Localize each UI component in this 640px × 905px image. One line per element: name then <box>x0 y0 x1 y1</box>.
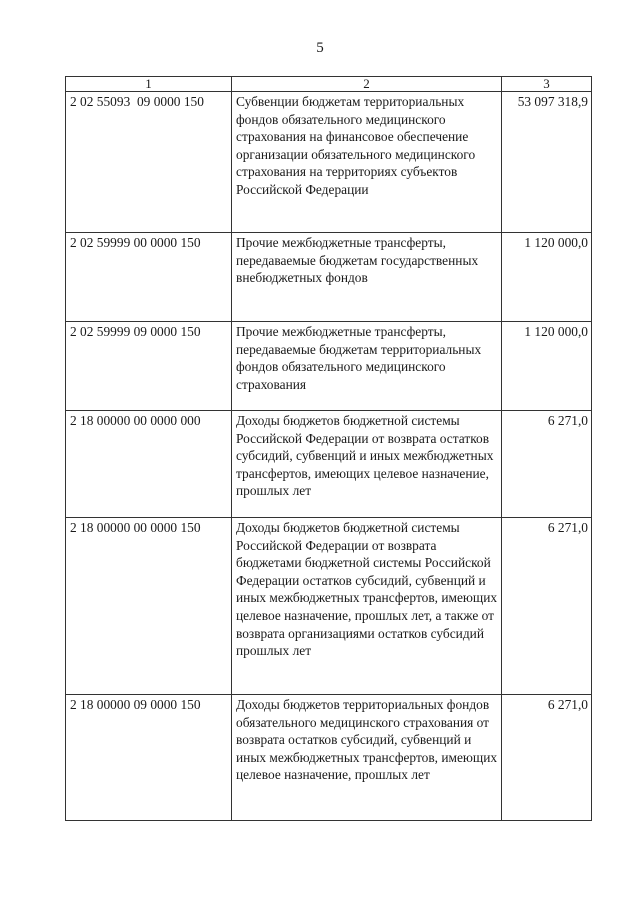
budget-amount: 1 120 000,0 <box>502 233 592 322</box>
table-row <box>66 695 592 821</box>
budget-code: 2 18 00000 09 0000 150 <box>66 695 232 821</box>
budget-description: Субвенции бюджетам территориальных фондов обязательного медицинского страхования на финансовое обеспечение организации обязательного медицинского страхования на территориях субъектов Российской Федерации <box>232 92 502 233</box>
budget-amount: 6 271,0 <box>502 518 592 695</box>
budget-amount: 1 120 000,0 <box>502 322 592 411</box>
budget-code: 2 02 55093 09 0000 150 <box>66 92 232 233</box>
budget-code: 2 18 00000 00 0000 150 <box>66 518 232 695</box>
table-row <box>66 233 592 322</box>
table-header-row <box>66 77 592 92</box>
column-header-3: 3 <box>502 77 592 92</box>
budget-description: Доходы бюджетов территориальных фондов обязательного медицинского страхования от возврата остатков субсидий, субвенций и иных межбюджетных трансфертов, имеющих целевое назначение, прошлых лет <box>232 695 502 821</box>
budget-description: Доходы бюджетов бюджетной системы Российской Федерации от возврата бюджетами бюджетной системы Российской Федерации остатков субсидий, субвенций и иных межбюджетных трансфертов, имеющих целевое назначение, прошлых лет, а также от возврата организациями остатков субсидий прошлых лет <box>232 518 502 695</box>
budget-description: Доходы бюджетов бюджетной системы Российской Федерации от возврата остатков субсидий, субвенций и иных межбюджетных трансфертов, имеющих целевое назначение, прошлых лет <box>232 411 502 518</box>
table-row <box>66 92 592 233</box>
budget-code: 2 02 59999 09 0000 150 <box>66 322 232 411</box>
table-row <box>66 411 592 518</box>
budget-description: Прочие межбюджетные трансферты, передаваемые бюджетам территориальных фондов обязательного медицинского страхования <box>232 322 502 411</box>
budget-amount: 53 097 318,9 <box>502 92 592 233</box>
budget-amount: 6 271,0 <box>502 695 592 821</box>
budget-code: 2 18 00000 00 0000 000 <box>66 411 232 518</box>
budget-table <box>65 76 592 821</box>
budget-code: 2 02 59999 00 0000 150 <box>66 233 232 322</box>
column-header-2: 2 <box>232 77 502 92</box>
table-row <box>66 322 592 411</box>
table-row <box>66 518 592 695</box>
budget-amount: 6 271,0 <box>502 411 592 518</box>
column-header-1: 1 <box>66 77 232 92</box>
page-number: 5 <box>316 40 324 56</box>
budget-description: Прочие межбюджетные трансферты, передаваемые бюджетам государственных внебюджетных фондов <box>232 233 502 322</box>
